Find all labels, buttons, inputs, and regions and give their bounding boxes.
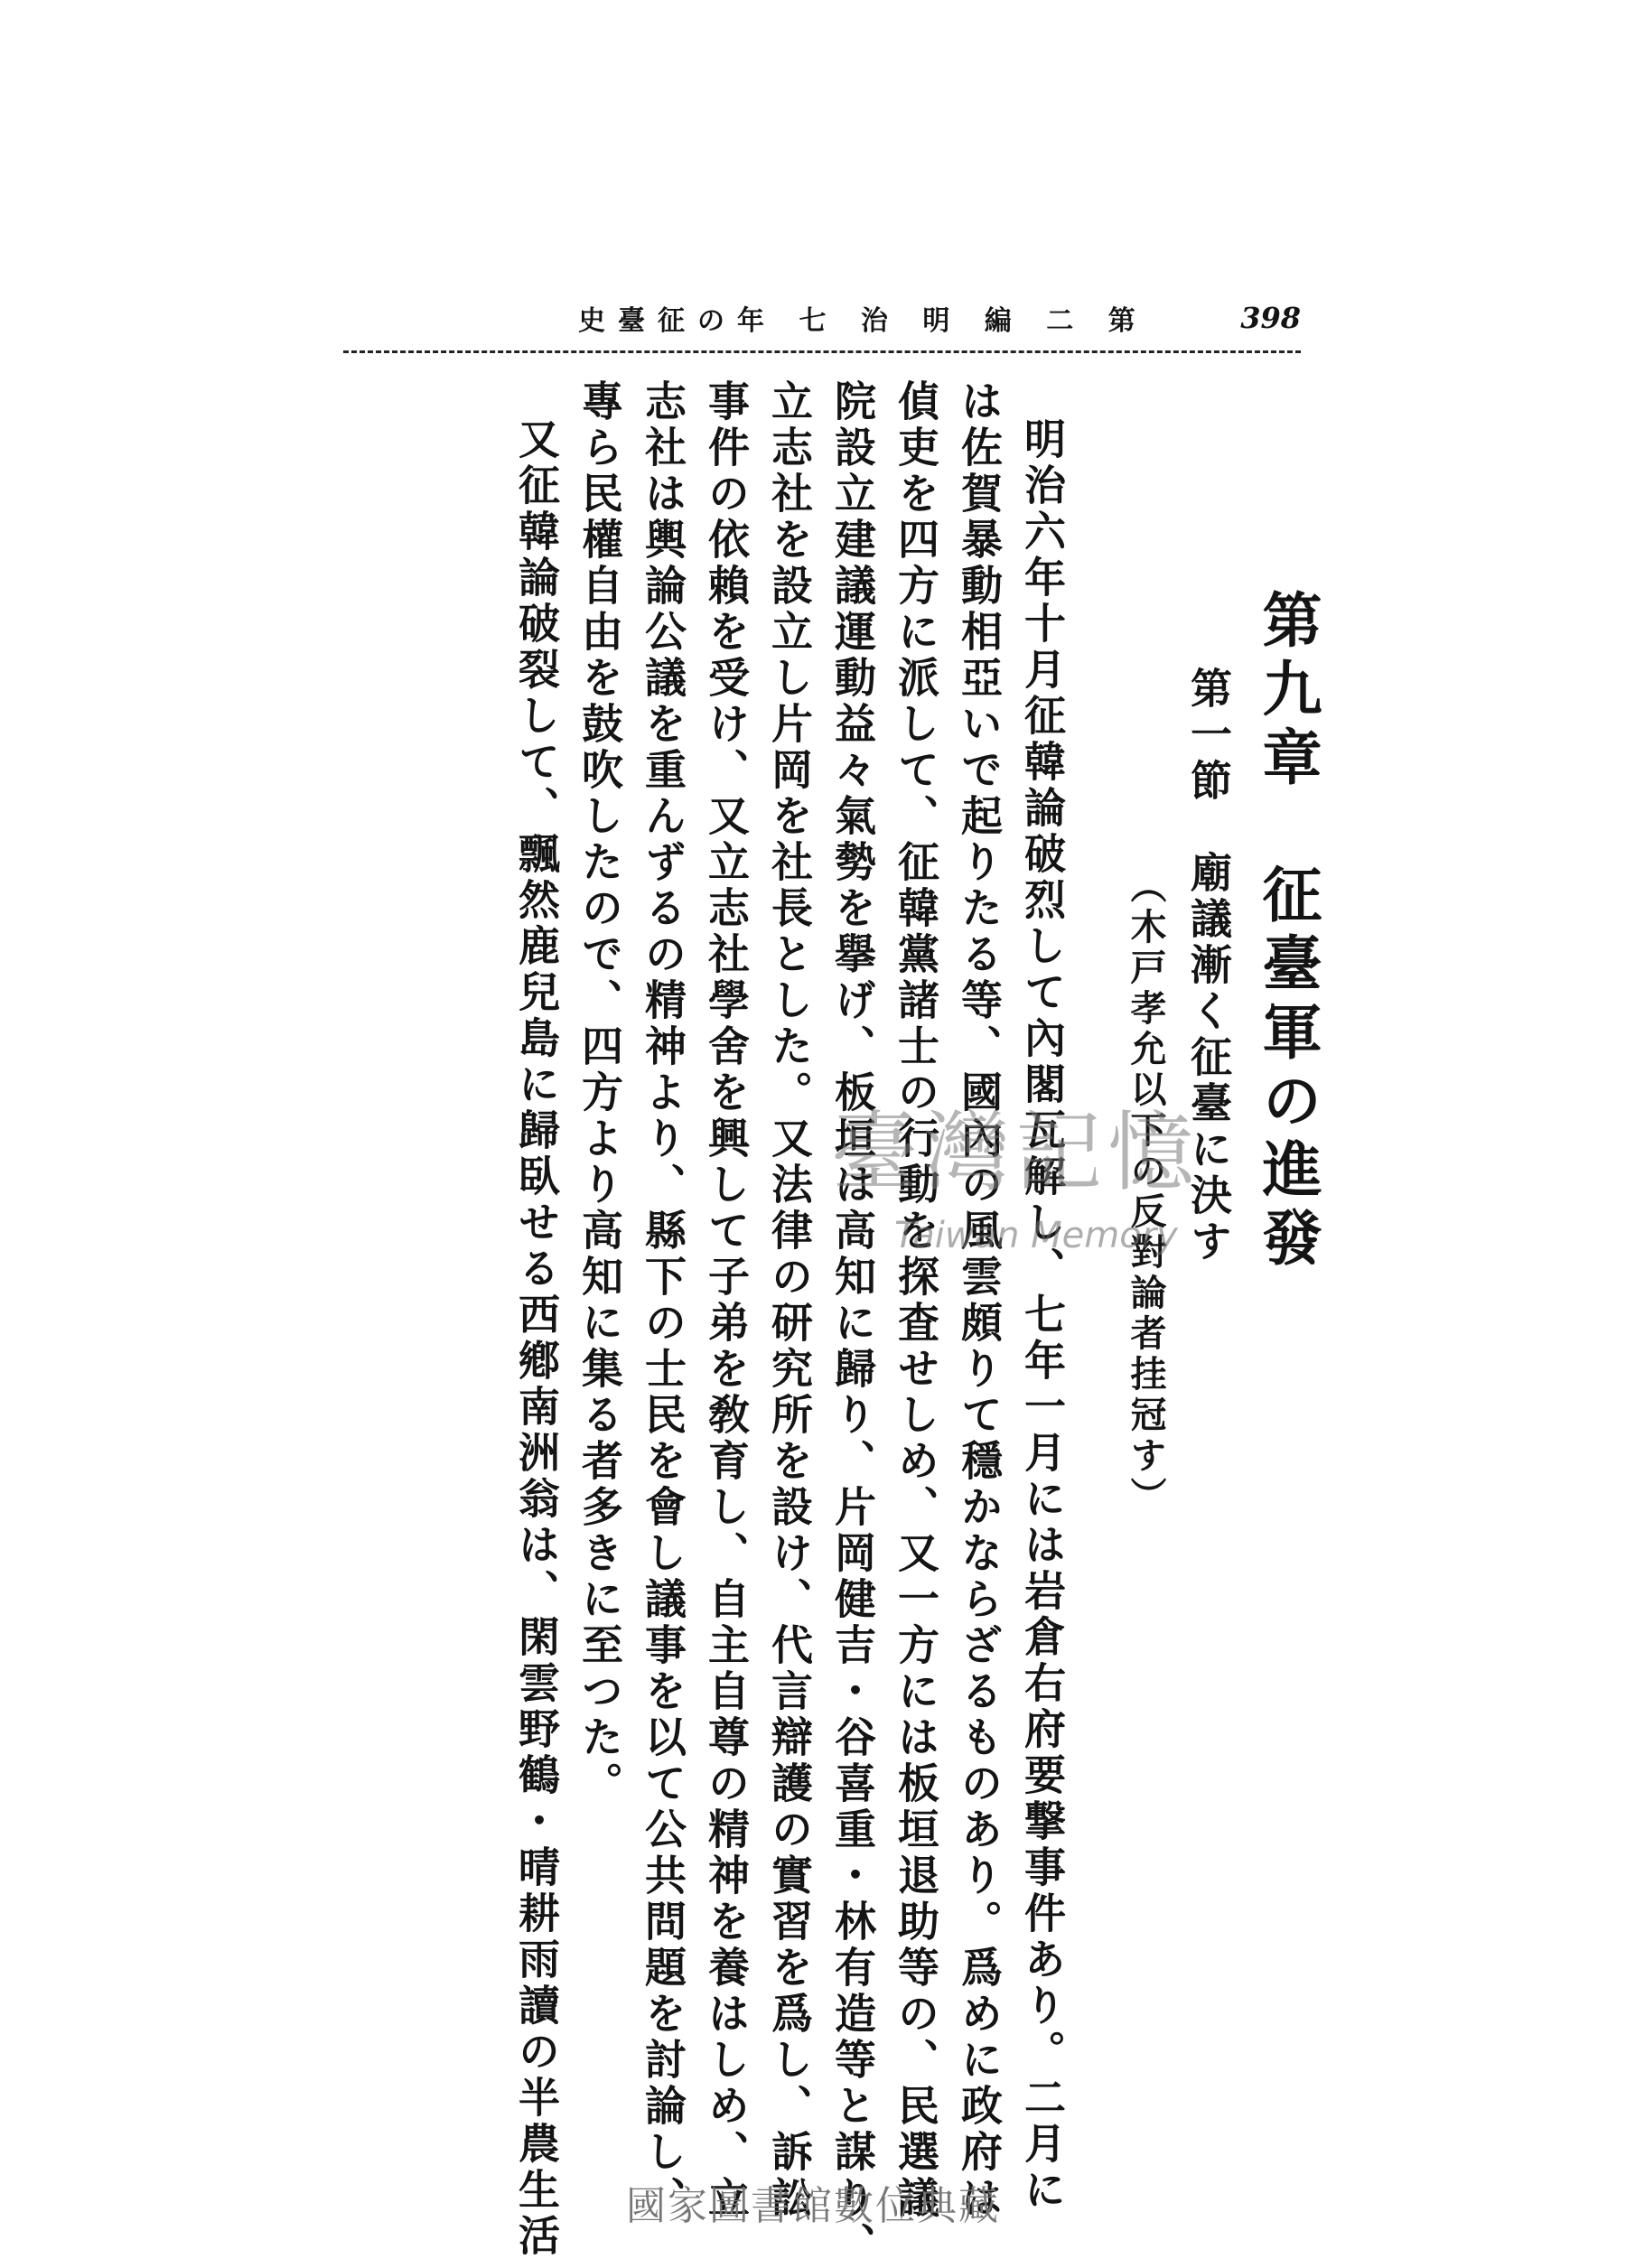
body-column: 專ら民權自由を鼓吹したので、四方より高知に集る者多きに至つた。 [575, 379, 624, 1807]
watermark-mark: 臺灣記憶 [831, 1102, 1200, 1203]
page-number: 398 [1240, 301, 1301, 335]
chapter-title: 第九章 征臺軍の進發 [1252, 589, 1322, 1275]
watermark-text: Taiwan Memory [894, 1215, 1178, 1256]
body-column: 又征韓論破裂して、飄然鹿兒島に歸臥せる西鄕南洲翁は、閑雲野鶴・晴耕雨讀の半農生活 [512, 417, 561, 2260]
section-title: 第一節 廟議漸く征臺に決す [1184, 667, 1233, 1265]
body-column: 志社は輿論公議を重んずるの精神より、縣下の士民を會し議事を以て公共問題を討論し、 [639, 379, 687, 2222]
body-column: 立志社を設立し片岡を社長とした。又法律の研究所を設け、代言辯護の實習を爲し、訴訟 [765, 379, 814, 2222]
section-subtitle: （木戸孝允以下の反對論者挂冠す） [1125, 867, 1167, 1517]
page-header [578, 293, 1301, 343]
body-column: 院設立建議運動益々氣勢を擧げ、板垣は高知に歸り、片岡健吉・谷喜重・林有造等と謀り、 [828, 379, 877, 2268]
body-column: は佐賀暴動相亞いで起りたる等、國內の風雲頗りて穩かならざるものあり。爲めに政府は [955, 379, 1004, 2222]
archive-footer: 國家圖書館數位典藏 [626, 2183, 1000, 2229]
body-column: 明治六年十月征韓論破烈して內閣瓦解し、七年一月には岩倉右府要撃事件あり。二月に [1018, 417, 1067, 2214]
body-column: 偵吏を四方に派して、征韓黨諸士の行動を探査せしめ、又一方には板垣退助等の、民選議 [892, 379, 940, 2222]
running-title: 第 二 編 明 治 七 年の征臺史 [578, 305, 1148, 337]
body-column: 事件の依賴を受け、又立志社學舍を興して子弟を敎育し、自主自尊の精神を養はしめ、立 [702, 379, 751, 2222]
header-rule [343, 350, 1301, 362]
